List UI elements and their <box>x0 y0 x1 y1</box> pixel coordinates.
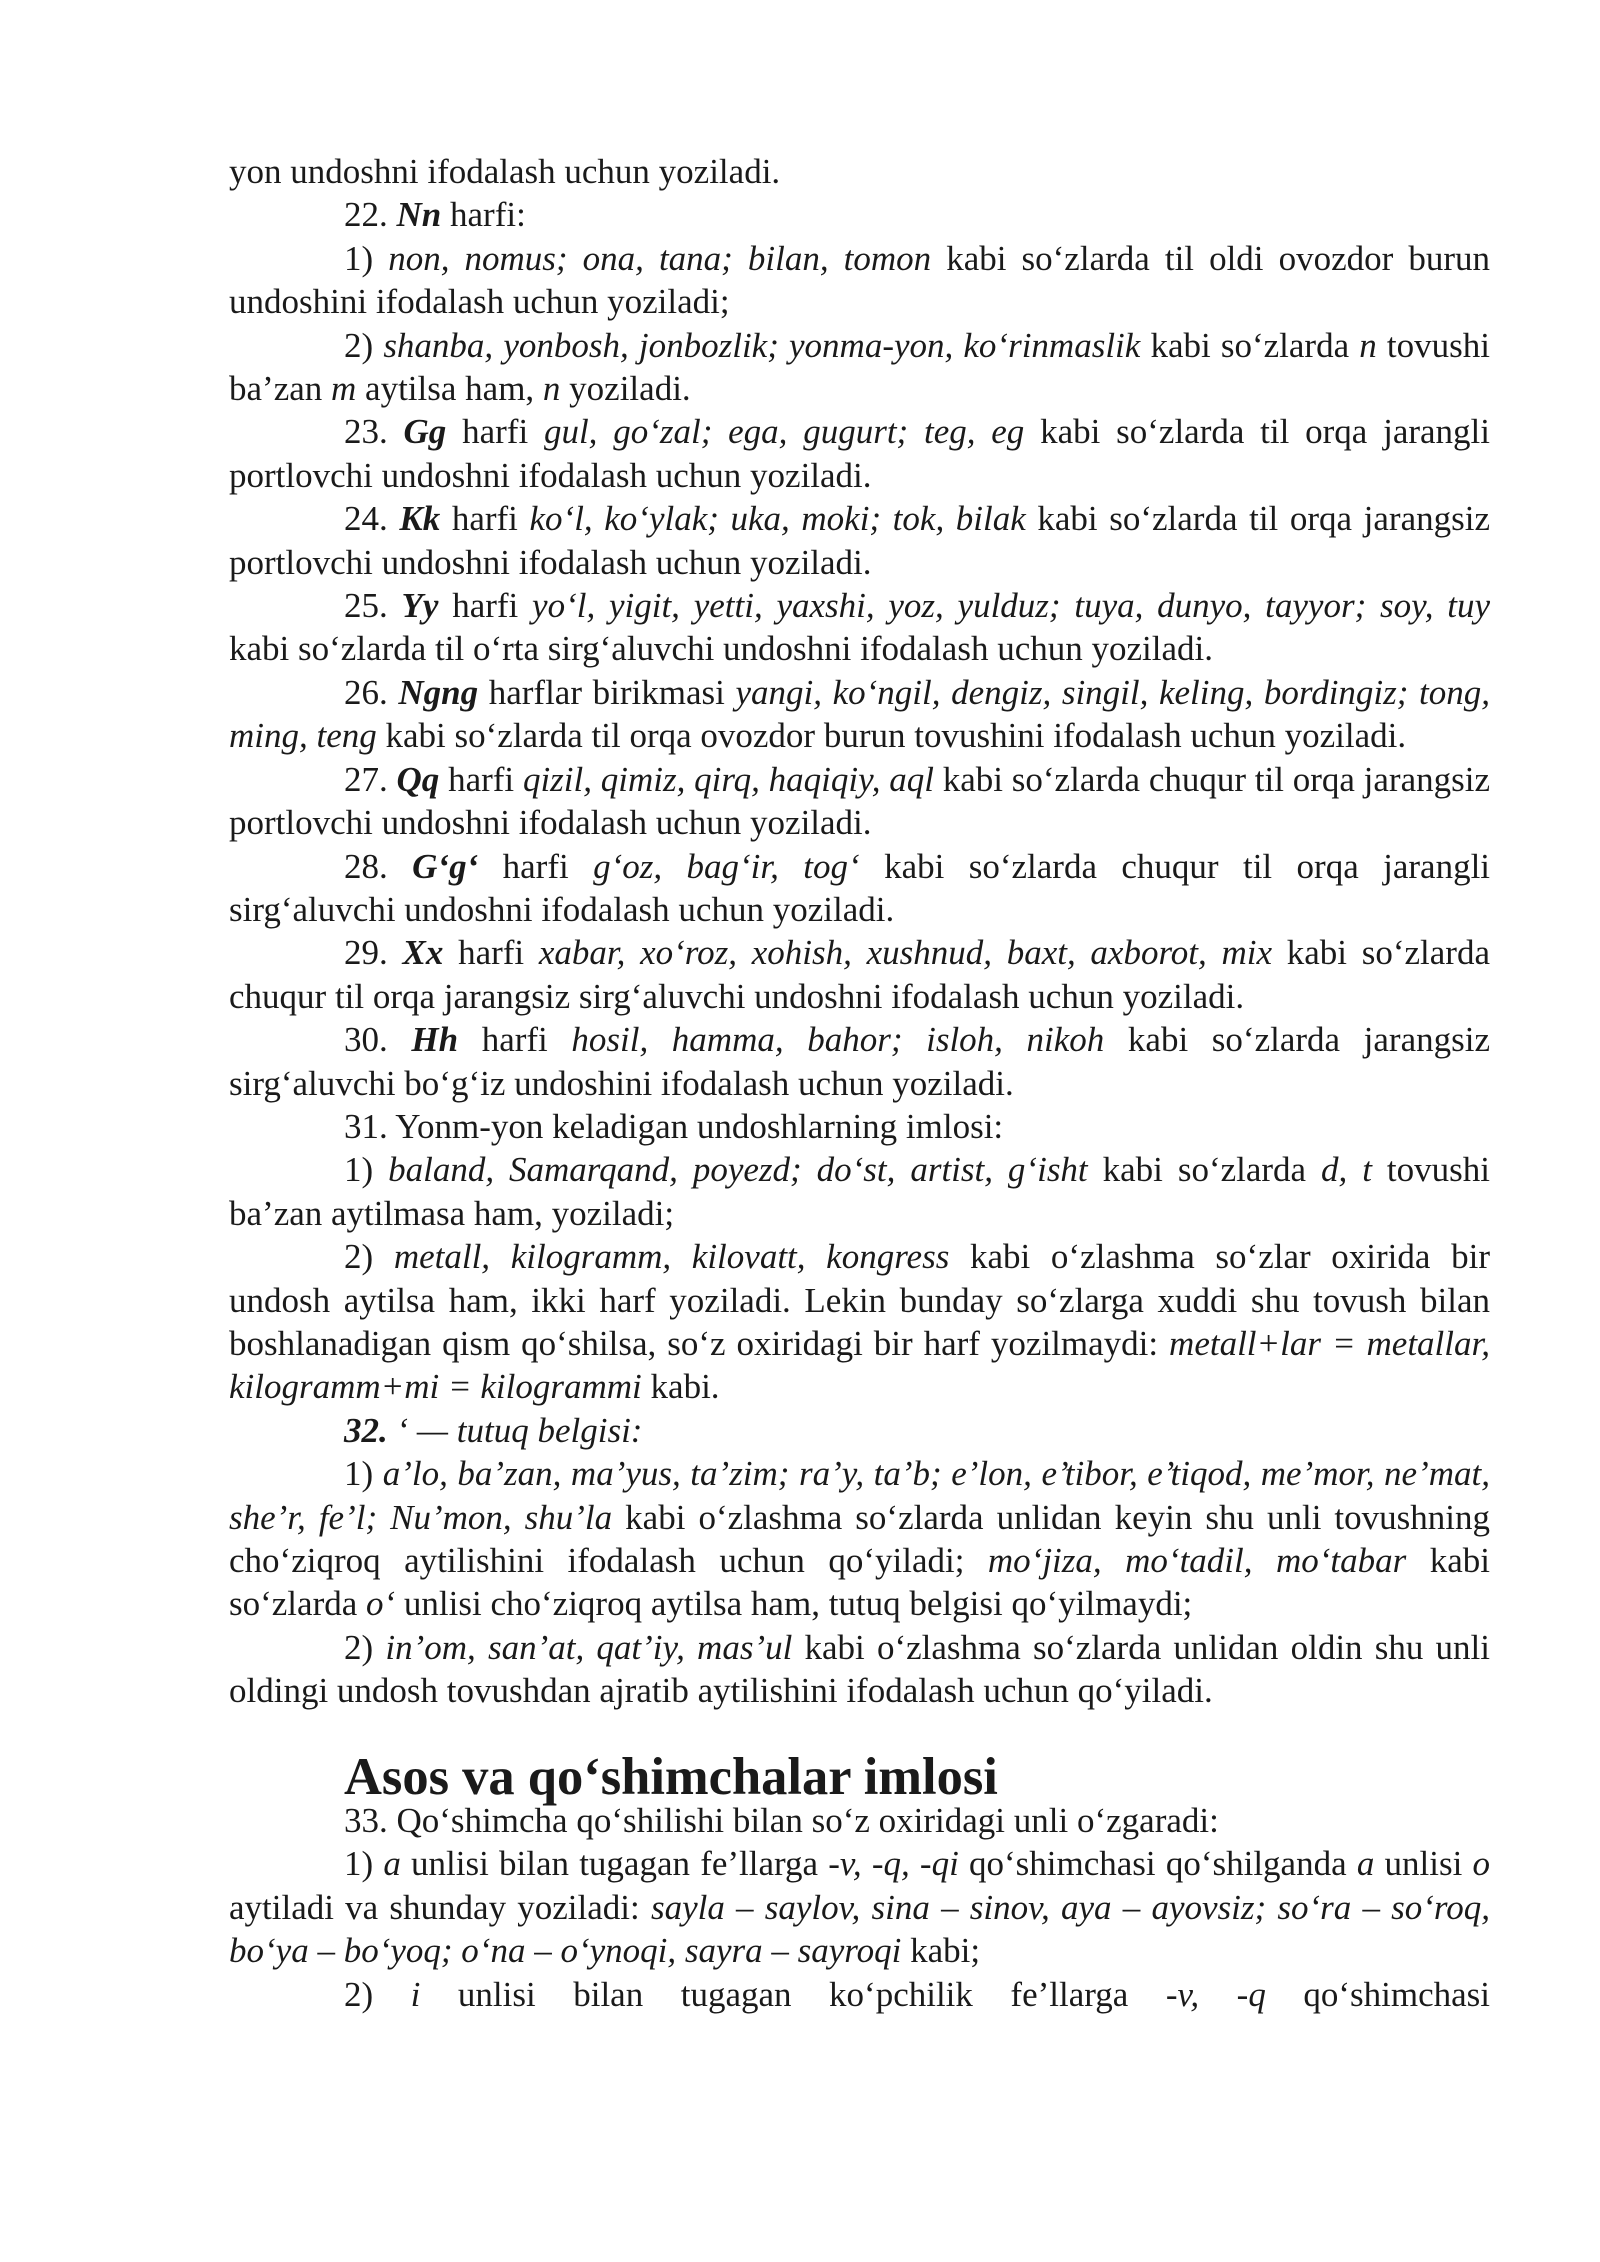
text-run: qo‘shimchasi qo‘shilganda <box>958 1844 1357 1884</box>
text-run: 27. <box>344 759 397 799</box>
example-words: hosil, hamma, bahor; isloh, nikoh <box>571 1020 1105 1060</box>
text-run: 24. <box>344 499 400 539</box>
text-run: qo‘shimchasi <box>1265 1974 1490 2014</box>
example-words: non, nomus; ona, tana; bilan, tomon <box>388 238 932 278</box>
paragraph <box>229 150 1490 193</box>
text-run: harfi <box>458 1020 572 1060</box>
paragraph <box>229 497 1490 584</box>
text-run: 2) <box>344 325 384 365</box>
text-run: kabi. <box>641 1367 720 1407</box>
text-run: kabi o‘zlashma so‘zlarda unlidan keyin shu unli tovushning cho‘ziqroq aytilishini ifodalash uchun qo‘yiladi; <box>229 1497 1490 1580</box>
paragraph <box>229 845 1490 932</box>
text-run: 33. Qo‘shimcha qo‘shilishi bilan so‘z oxiridagi unli o‘zgaradi: <box>344 1801 1219 1841</box>
example-words: a’lo, ba’zan, ma’yus, ta’zim; ra’y, ta’b; e’lon, e’tibor, e’tiqod, me’mor, ne’mat, she’r, fe’l; Nu’mon, shu’la <box>229 1454 1490 1537</box>
text-run: 26. <box>344 672 399 712</box>
text-run: 29. <box>344 933 403 973</box>
text-run: 28. <box>344 846 413 886</box>
text-run: kabi so‘zlarda chuqur til orqa jarangli sirg‘aluvchi undoshni ifodalash uchun yoziladi. <box>229 846 1491 929</box>
text-run: 1) <box>344 1454 383 1494</box>
paragraph <box>229 1626 1490 1713</box>
example-words: n <box>1359 325 1377 365</box>
letter-term: Yy <box>401 586 439 626</box>
paragraph <box>229 193 1490 236</box>
text-run: yoziladi. <box>560 369 691 409</box>
example-words: xabar, xo‘roz, xohish, xushnud, baxt, axborot, mix <box>538 933 1273 973</box>
paragraph <box>229 1105 1490 1148</box>
text-run: tovushi ba’zan aytilmasa ham, yoziladi; <box>229 1150 1491 1233</box>
paragraph <box>229 758 1490 845</box>
example-words: o <box>1472 1844 1490 1884</box>
example-words: a <box>1356 1844 1375 1884</box>
letter-term: 32. <box>344 1410 388 1450</box>
text-run: harfi: <box>441 195 526 235</box>
example-words: g‘oz, bag‘ir, tog‘ <box>593 846 860 886</box>
text-run: kabi; <box>901 1931 981 1971</box>
text-run: 1) <box>344 1844 384 1884</box>
letter-term: Ngng <box>398 672 479 712</box>
example-words: in’om, san’at, qat’iy, mas’ul <box>385 1627 793 1667</box>
text-run: kabi so‘zlarda til oldi ovozdor burun undoshini ifodalash uchun yoziladi; <box>229 238 1490 322</box>
paragraph <box>229 324 1490 411</box>
example-words: -v, -q, -qi <box>828 1844 959 1884</box>
example-words: metall, kilogramm, kilovatt, kongress <box>393 1237 950 1277</box>
text-run: unlisi bilan tugagan fe’llarga <box>400 1844 829 1884</box>
text-run: kabi so‘zlarda chuqur til orqa jarangsiz sirg‘aluvchi undoshni ifodalash uchun yoziladi. <box>229 933 1490 1016</box>
text-run: tovushi ba’zan <box>229 325 1490 409</box>
text-run: kabi so‘zlarda til o‘rta sirg‘aluvchi undoshni ifodalash uchun yoziladi. <box>229 629 1213 669</box>
text-run: kabi o‘zlashma so‘zlar oxirida bir undosh aytilsa ham, ikki harf yoziladi. Lekin bunday so‘zlarga xuddi shu tovush bilan boshlanadigan qism qo‘shilsa, so‘z oxiridagi bir harf yozilmaydi: <box>229 1237 1490 1363</box>
text-run: kabi so‘zlarda til orqa jarangli portlovchi undoshni ifodalash uchun yoziladi. <box>229 412 1490 495</box>
paragraph <box>229 1452 1490 1626</box>
example-words: -v, -q <box>1165 1974 1266 2014</box>
text-run: harfi <box>446 412 544 452</box>
text-run: kabi so‘zlarda <box>1087 1150 1322 1190</box>
paragraph <box>229 410 1490 497</box>
paragraph <box>229 1235 1490 1409</box>
example-words: sayla – saylov, sina – sinov, aya – ayovsiz; so‘ra – so‘roq, bo‘ya – bo‘yoq; o‘na – o‘ynoqi, sayra – sayroqi <box>229 1887 1491 1971</box>
paragraph <box>229 1799 1490 1842</box>
letter-term: Nn <box>396 195 442 235</box>
text-run: 30. <box>344 1020 412 1060</box>
example-words: i <box>410 1974 421 2014</box>
text-run: kabi so‘zlarda chuqur til orqa jarangsiz portlovchi undoshni ifodalash uchun yoziladi. <box>229 759 1491 843</box>
text-run: 2) <box>344 1974 411 2014</box>
text-run: kabi so‘zlarda til orqa ovozdor burun tovushini ifodalash uchun yoziladi. <box>376 716 1407 756</box>
letter-term: Qq <box>396 759 440 799</box>
text-run: 2) <box>344 1627 386 1667</box>
text-run: kabi so‘zlarda til orqa jarangsiz portlovchi undoshni ifodalash uchun yoziladi. <box>229 499 1490 582</box>
text-run: unlisi bilan tugagan ko‘pchilik fe’llarga <box>420 1974 1166 2014</box>
text-run: 23. <box>344 412 404 452</box>
example-words: baland, Samarqand, poyezd; do‘st, artist, g‘isht <box>388 1150 1088 1190</box>
example-words: metall+lar = metallar, kilogramm+mi = kilogrammi <box>229 1323 1490 1407</box>
paragraph <box>229 1148 1490 1235</box>
example-words: yo‘l, yigit, yetti, yaxshi, yoz, yulduz; tuya, dunyo, tayyor; soy, tuy <box>532 586 1491 626</box>
letter-term: Gg <box>403 412 447 452</box>
text-run: harfi <box>438 586 533 626</box>
letter-term: Hh <box>411 1020 459 1060</box>
text-run: Asos va qo‘shimchalar imlosi <box>344 1747 998 1806</box>
paragraph <box>229 1973 1490 2016</box>
example-words: gul, go‘zal; ega, gugurt; teg, eg <box>543 412 1025 452</box>
text-run: harfi <box>478 846 594 886</box>
text-run: harfi <box>440 499 530 539</box>
example-words: qizil, qimiz, qirq, haqiqiy, aql <box>522 759 934 799</box>
text-run: kabi o‘zlashma so‘zlarda unlidan oldin shu unli oldingi undosh tovushdan ajratib aytilishini ifodalash uchun qo‘yiladi. <box>229 1627 1491 1711</box>
text-run: kabi so‘zlarda <box>1140 325 1360 365</box>
text-run: 2) <box>344 1237 394 1277</box>
text-run: harfi <box>439 759 523 799</box>
text-run: 1) <box>344 1150 389 1190</box>
text-run: unlisi <box>1374 1844 1473 1884</box>
letter-term: Xx <box>402 933 444 973</box>
section-heading <box>229 1747 1490 1806</box>
text-run: kabi so‘zlarda jarangsiz sirg‘aluvchi bo‘g‘iz undoshini ifodalash uchun yoziladi. <box>229 1020 1490 1103</box>
paragraph <box>229 1018 1490 1105</box>
example-words: shanba, yonbosh, jonbozlik; yonma-yon, ko‘rinmaslik <box>383 325 1141 365</box>
letter-term: Kk <box>399 499 441 539</box>
text-run: kabi so‘zlarda <box>229 1541 1490 1624</box>
text-run: 1) <box>344 238 389 278</box>
text-run: harfi <box>443 933 539 973</box>
example-words: yangi, ko‘ngil, dengiz, singil, keling, bordingiz; tong, ming, teng <box>229 672 1491 756</box>
letter-term: G‘g‘ <box>412 846 479 886</box>
paragraph <box>229 671 1490 758</box>
paragraph <box>229 237 1490 324</box>
example-words: ko‘l, ko‘ylak; uka, moki; tok, bilak <box>529 499 1026 539</box>
text-run: yon undoshni ifodalash uchun yoziladi. <box>229 152 781 191</box>
text-run: unlisi cho‘ziqroq aytilsa ham, tutuq belgisi qo‘yilmaydi; <box>395 1584 1193 1624</box>
example-words: a <box>383 1844 401 1884</box>
paragraph <box>229 931 1490 1018</box>
paragraph <box>229 1842 1490 1972</box>
text-run: aytiladi va shunday yoziladi: <box>229 1887 651 1927</box>
example-words: o‘ <box>366 1584 396 1624</box>
paragraph <box>229 1409 1490 1452</box>
example-words: n <box>542 369 561 409</box>
text-run: 31. Yonm-yon keladigan undoshlarning imlosi: <box>344 1106 1004 1146</box>
example-words: m <box>331 369 357 409</box>
text-run: 22. <box>344 195 397 235</box>
text-run: harflar birikmasi <box>478 672 736 712</box>
example-words: ‘ — tutuq belgisi: <box>387 1410 643 1450</box>
example-words: mo‘jiza, mo‘tadil, mo‘tabar <box>987 1541 1407 1580</box>
text-run: 25. <box>344 586 402 626</box>
text-run: aytilsa ham, <box>356 369 543 409</box>
example-words: d, t <box>1321 1150 1372 1190</box>
paragraph <box>229 584 1490 671</box>
